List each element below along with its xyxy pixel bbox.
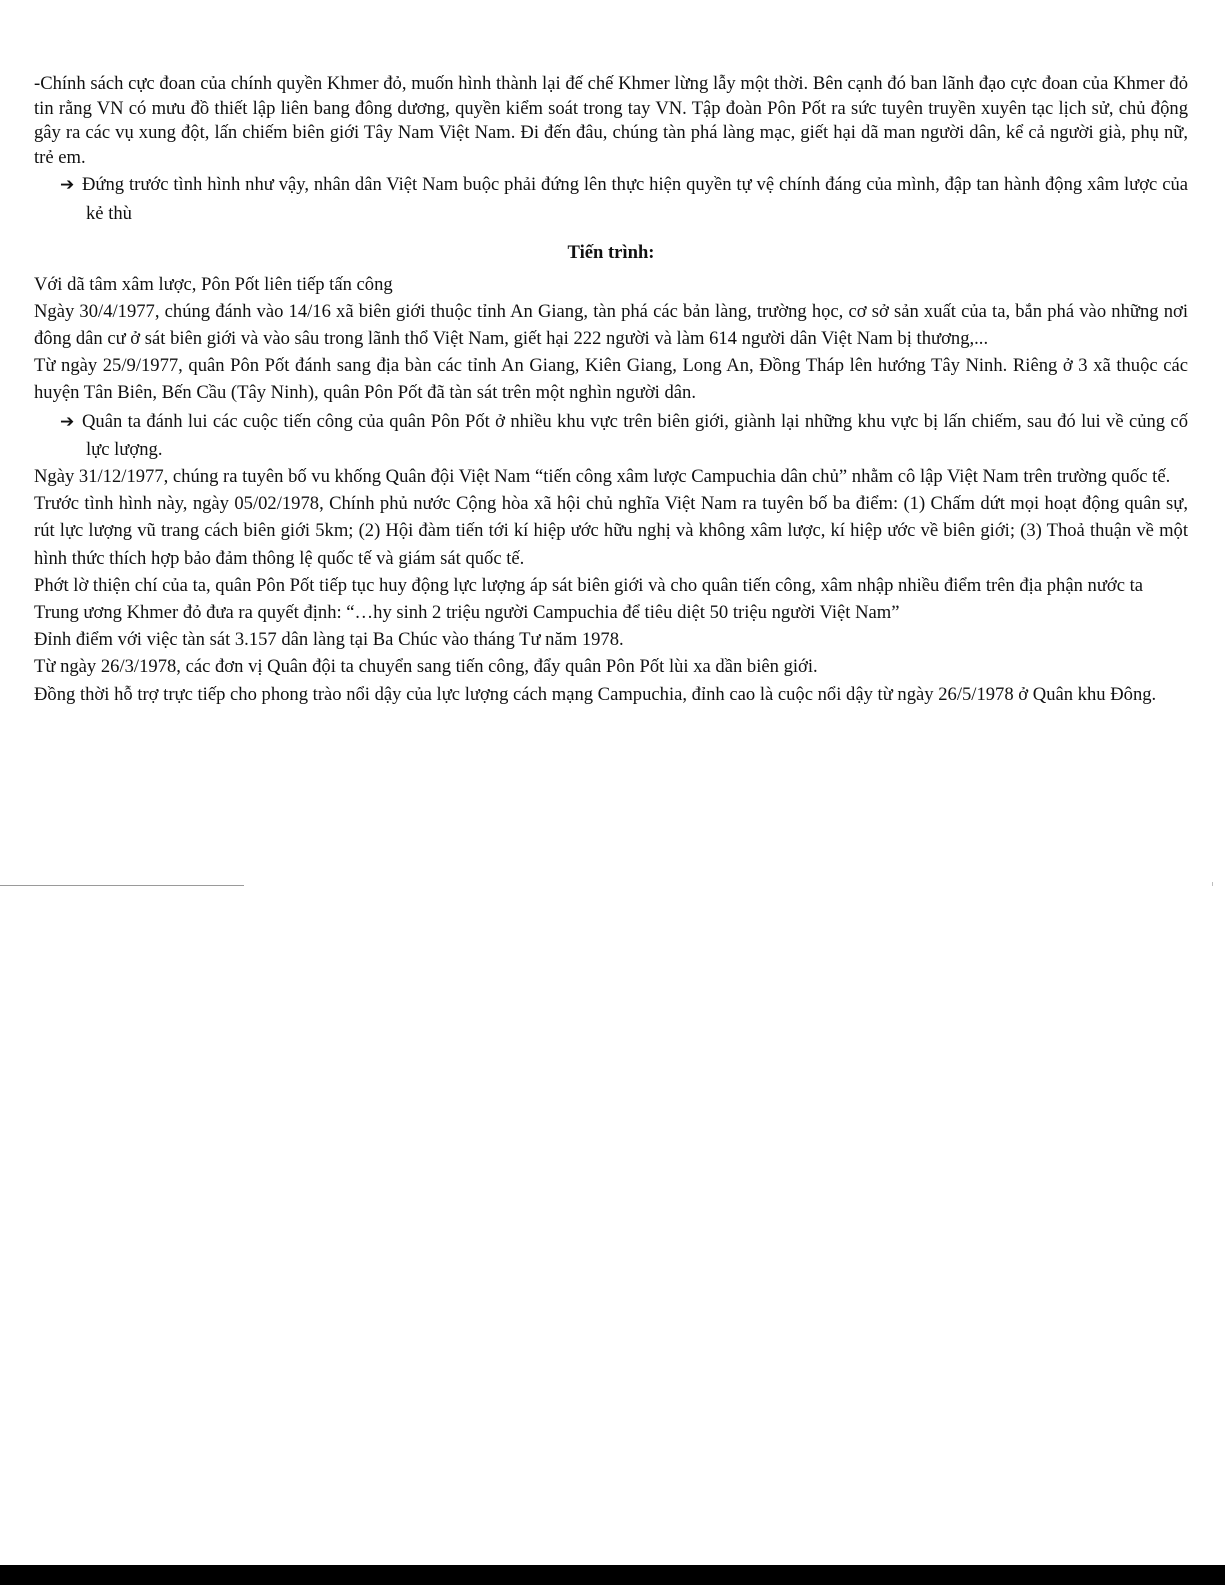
section-heading: Tiến trình: <box>567 242 655 264</box>
paragraph: Trước tình hình này, ngày 05/02/1978, Chính phủ nước Cộng hòa xã hội chủ nghĩa Việt Nam ra tuyên bố ba điểm: (1) Chấm dứt mọi hoạt động quân sự, rút lực lượng vũ trang cách biên giới 5km; (2) Hội đàm tiến tới kí hiệp ước hữu nghị và không xâm lược, kí hiệp ước về biên giới; (3) Thoả thuận về một hình thức thích hợp bảo đảm thông lệ quốc tế và giám sát quốc tế. <box>34 493 1188 569</box>
margin-mark <box>1212 882 1213 886</box>
background-paragraph: -Chính sách cực đoan của chính quyền Khmer đỏ, muốn hình thành lại đế chế Khmer lừng lẫy một thời. Bên cạnh đó ban lãnh đạo cực đoan của Khmer đỏ tin rằng VN có mưu đồ thiết lập liên bang đông dương, quyền kiểm soát trong tay VN. Tập đoàn Pôn Pốt ra sức tuyên truyền xuyên tạc lịch sử, chủ động gây ra các vụ xung đột, lấn chiếm biên giới Tây Nam Việt Nam. Đi đến đâu, chúng tàn phá làng mạc, giết hại dã man người dân, kể cả người già, phụ nữ, trẻ em. <box>34 73 1188 168</box>
result-text: Quân ta đánh lui các cuộc tiến công của quân Pôn Pốt ở nhiều khu vực trên biên giới, giành lại những khu vực bị lấn chiếm, sau đó lui về củng cố lực lượng. <box>82 410 1188 460</box>
right-arrow-icon: ➔ <box>60 411 75 432</box>
paragraph: Trung ương Khmer đỏ đưa ra quyết định: “…hy sinh 2 triệu người Campuchia để tiêu diệt 50 triệu người Việt Nam” <box>34 602 900 624</box>
paragraph: Ngày 31/12/1977, chúng ra tuyên bố vu khống Quân đội Việt Nam “tiến công xâm lược Campuchia dân chủ” nhằm cô lập Việt Nam trên trường quốc tế. <box>34 466 1171 487</box>
paragraph: Đồng thời hỗ trợ trực tiếp cho phong trào nổi dậy của lực lượng cách mạng Campuchia, đỉnh cao là cuộc nổi dậy từ ngày 26/5/1978 ở Quân khu Đông. <box>34 683 1157 705</box>
paragraph: Phớt lờ thiện chí của ta, quân Pôn Pốt tiếp tục huy động lực lượng áp sát biên giới và cho quân tiến công, xâm nhập nhiều điểm trên địa phận nước ta <box>34 574 1144 596</box>
result-bullet <box>34 408 1188 463</box>
bottom-edge-bar <box>0 1565 1225 1585</box>
paragraph: Đỉnh điểm với việc tàn sát 3.157 dân làng tại Ba Chúc vào tháng Tư năm 1978. <box>34 629 624 651</box>
paragraph: Với dã tâm xâm lược, Pôn Pốt liên tiếp tấn công <box>34 273 393 295</box>
footnote-separator <box>0 885 244 886</box>
paragraph: Ngày 30/4/1977, chúng đánh vào 14/16 xã biên giới thuộc tỉnh An Giang, tàn phá các bản làng, trường học, cơ sở sản xuất của ta, bắn phá vào những nơi đông dân cư ở sát biên giới và vào sâu trong lãnh thổ Việt Nam, giết hại 222 người và làm 614 người dân Việt Nam bị thương,... <box>34 300 1188 349</box>
paragraph: Từ ngày 25/9/1977, quân Pôn Pốt đánh sang địa bàn các tỉnh An Giang, Kiên Giang, Long An, Đồng Tháp lên hướng Tây Ninh. Riêng ở 3 xã thuộc các huyện Tân Biên, Bến Cầu (Tây Ninh), quân Pôn Pốt đã tàn sát trên một nghìn người dân. <box>34 355 1188 404</box>
conclusion-bullet <box>34 171 1188 227</box>
right-arrow-icon: ➔ <box>60 175 75 196</box>
conclusion-text: Đứng trước tình hình như vậy, nhân dân Việt Nam buộc phải đứng lên thực hiện quyền tự vệ chính đáng của mình, đập tan hành động xâm lược của kẻ thù <box>82 174 1188 224</box>
document-body <box>34 72 1188 708</box>
paragraph: Từ ngày 26/3/1978, các đơn vị Quân đội ta chuyển sang tiến công, đẩy quân Pôn Pốt lùi xa dần biên giới. <box>34 656 818 678</box>
